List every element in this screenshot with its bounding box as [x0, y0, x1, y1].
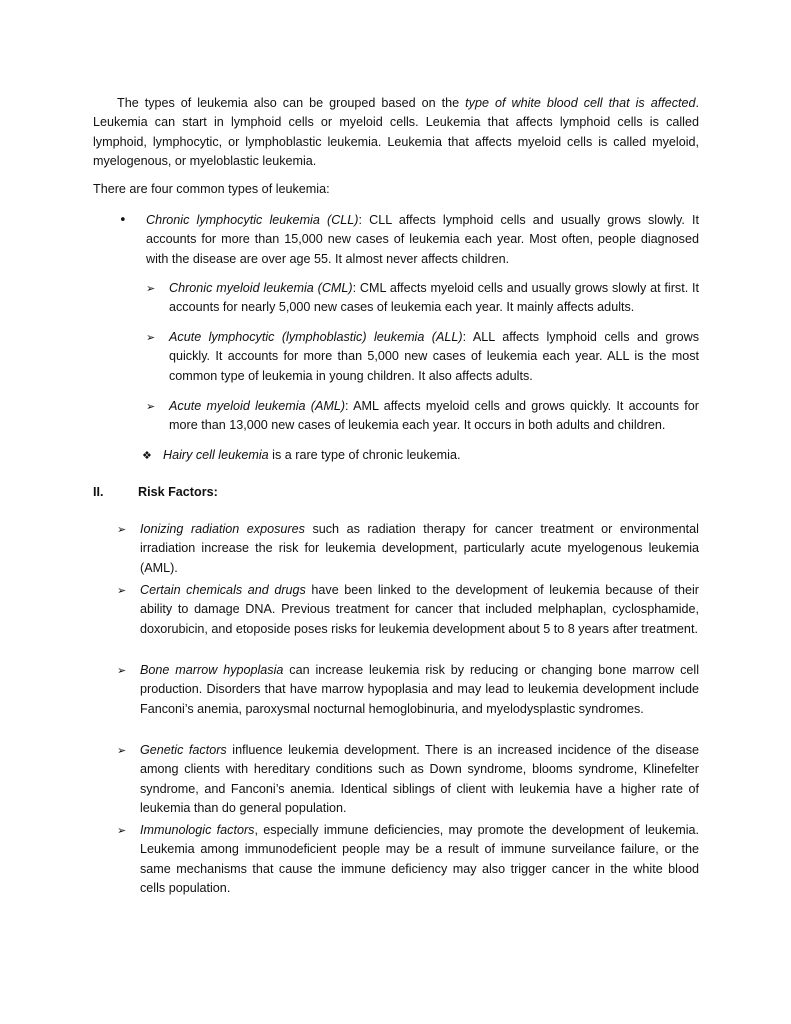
type-item-cll [146, 211, 699, 269]
risk-term-bone-marrow: Bone marrow hypoplasia [140, 663, 284, 677]
bullet-dot-icon: • [119, 213, 127, 228]
risk-term-genetic: Genetic factors [140, 743, 227, 757]
risk-item-chemicals [140, 581, 699, 639]
risk-desc-radiation: such as radiation therapy for cancer treatment or environmental irradiation increase the risk for leukemia development, particularly acute myelogenous leukemia (AML). [140, 522, 699, 575]
arrow-bullet-icon: ➢ [117, 664, 127, 677]
risk-item-immunologic [140, 821, 699, 899]
risk-item-bone-marrow [140, 661, 699, 719]
section-number-text: II. [93, 485, 104, 499]
type-item-hairy-cell [163, 446, 699, 465]
risk-desc-genetic: influence leukemia development. There is an increased incidence of the disease among clients with hereditary conditions such as Down syndrome, blooms syndrome, Klinefelter syndrome, and Fanconi’s anemia. Identical siblings of client with leukemia have a higher rate of leukemia than do general population. [140, 743, 699, 816]
diamond-bullet-icon: ❖ [142, 449, 152, 462]
type-item-cml [169, 279, 699, 318]
arrow-bullet-icon: ➢ [117, 584, 127, 597]
arrow-bullet-icon: ➢ [146, 400, 156, 413]
type-name-cml: Chronic myeloid leukemia (CML) [169, 281, 353, 295]
type-name-all: Acute lymphocytic (lymphoblastic) leukemia (ALL) [169, 330, 463, 344]
intro-text-start: The types of leukemia also can be grouped based on the [117, 96, 466, 110]
arrow-bullet-icon: ➢ [117, 523, 127, 536]
section-title-text: Risk Factors: [138, 485, 218, 499]
section-number [93, 483, 104, 502]
types-lead-in-text: There are four common types of leukemia: [93, 182, 330, 196]
arrow-bullet-icon: ➢ [146, 282, 156, 295]
type-item-aml [169, 397, 699, 436]
type-name-hairy-cell: Hairy cell leukemia [163, 448, 269, 462]
type-name-aml: Acute myeloid leukemia (AML) [169, 399, 346, 413]
arrow-bullet-icon: ➢ [117, 744, 127, 757]
risk-term-immunologic: Immunologic factors [140, 823, 255, 837]
risk-term-chemicals: Certain chemicals and drugs [140, 583, 306, 597]
type-desc-hairy-cell: is a rare type of chronic leukemia. [268, 448, 461, 462]
type-name-cll: Chronic lymphocytic leukemia (CLL) [146, 213, 359, 227]
type-desc-cml: : CML affects myeloid cells and usually grows slowly at first. It accounts for nearly 5,000 new cases of leukemia each year. It mainly affects adults. [169, 281, 699, 315]
intro-text-end: . Leukemia can start in lymphoid cells or myeloid cells. Leukemia that affects lymphoid cells is called lymphoid, lymphocytic, or lymphoblastic leukemia. Leukemia that affects myeloid cells is called myeloid, myelogenous, or myeloblastic leukemia. [93, 96, 699, 169]
type-desc-all: : ALL affects lymphoid cells and grows quickly. It accounts for more than 5,000 new cases of leukemia each year. ALL is the most common type of leukemia in young children. It also affects adults. [169, 330, 699, 383]
risk-desc-bone-marrow: can increase leukemia risk by reducing or changing bone marrow cell production. Disorders that have marrow hypoplasia and may lead to leukemia development include Fanconi’s anemia, paroxysmal nocturnal hemoglobinuria, and myelodysplastic syndromes. [140, 663, 699, 716]
types-lead-in [93, 180, 699, 199]
type-desc-cll: : CLL affects lymphoid cells and usually grows slowly. It accounts for more than 15,000 new cases of leukemia each year. Most often, people diagnosed with the disease are over age 55. It almost never affects children. [146, 213, 700, 266]
risk-term-radiation: Ionizing radiation exposures [140, 522, 305, 536]
intro-emphasis: type of white blood cell that is affected [465, 96, 696, 110]
type-item-all [169, 328, 699, 386]
arrow-bullet-icon: ➢ [117, 824, 127, 837]
intro-paragraph [93, 94, 699, 172]
risk-item-radiation [140, 520, 699, 578]
type-desc-aml: : AML affects myeloid cells and grows quickly. It accounts for more than 13,000 new cases of leukemia each year. It occurs in both adults and children. [169, 399, 700, 433]
risk-item-genetic [140, 741, 699, 819]
section-title [138, 483, 218, 502]
arrow-bullet-icon: ➢ [146, 331, 156, 344]
risk-desc-chemicals: have been linked to the development of leukemia because of their ability to damage DNA. Previous treatment for cancer that included melphaplan, cyclosphamide, doxorubicin, and etoposide poses risks for leukemia development about 5 to 8 years after treatment. [140, 583, 699, 636]
risk-desc-immunologic: , especially immune deficiencies, may promote the development of leukemia. Leukemia among immunodeficient people may be a result of immune surveilance failure, or the same mechanisms that cause the immune deficiency may also trigger cancer in the white blood cells population. [140, 823, 699, 896]
